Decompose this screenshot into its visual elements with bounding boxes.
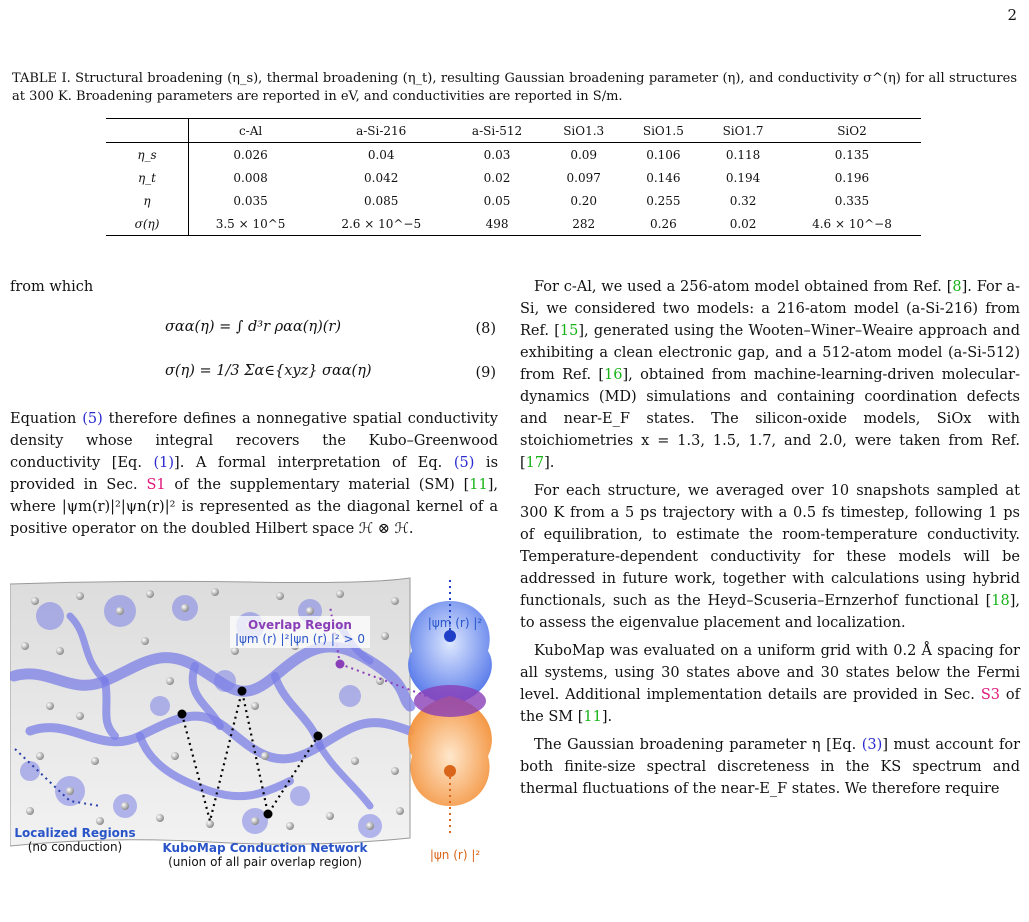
column-header: c-Al (238, 123, 263, 138)
psi-m-label: |ψm (r) |² (427, 616, 483, 630)
table-cell: 4.6 × 10^−8 (812, 216, 892, 231)
equation-8 (10, 308, 498, 352)
row-header: η_t (106, 166, 189, 189)
table-cell: 0.26 (650, 216, 677, 231)
paragraph-snapshots: For each structure, we averaged over 10 snapshots sampled at 300 K from a 5 ps trajectory with a 0.5 fs timestep, following 1 ps of equilibration, to estimate the room-temperature conductivity. Temperature-dependent conductivity for these models will be addressed in future work, together with calculations using hybrid functionals, such as the Heyd–Scuseria–Ernzerhof functional [18], to assess the eigenvalue placement and localization. (520, 483, 1020, 631)
citation-11[interactable]: 11 (469, 477, 488, 493)
eq-link-3[interactable]: (3) (861, 737, 883, 753)
overlap-region-label: Overlap Region |ψm (r) |²|ψn (r) |² > 0 (230, 616, 370, 648)
table-row (106, 189, 921, 212)
table-row (106, 212, 921, 236)
page-number: 2 (1007, 6, 1017, 24)
table-cell: 0.135 (834, 147, 870, 162)
citation-16[interactable]: 16 (604, 367, 623, 383)
table-cell: 282 (572, 216, 596, 231)
localized-regions-label: Localized Regions (no conduction) (14, 826, 136, 854)
table-header-row (106, 119, 921, 143)
table-cell: 0.05 (483, 193, 511, 208)
equation-8-number: (8) (475, 321, 496, 337)
table-cell: 0.042 (364, 170, 399, 185)
row-header: η (106, 189, 189, 212)
right-column (520, 276, 1020, 800)
table-cell: 0.255 (646, 193, 681, 208)
table-cell: 0.118 (725, 147, 761, 162)
table-cell: 0.106 (646, 147, 681, 162)
caption-text: Structural broadening (η_s), thermal broadening (η_t), resulting Gaussian broadening parameter (η), and conductivity σ^(η) for all structures at 300 K. Broadening parameters are reported in eV, and conductivities are reported in S/m. (12, 71, 1017, 104)
network-label: KuboMap Conduction Network (union of all pair overlap region) (162, 841, 368, 869)
table-cell: 2.6 × 10^−5 (341, 216, 422, 231)
table-cell: 0.146 (646, 170, 681, 185)
table-cell: 0.335 (834, 193, 870, 208)
psi-n-label: |ψn (r) |² (429, 848, 481, 862)
caption-label: TABLE I. (12, 71, 71, 86)
table-cell: 0.008 (233, 170, 268, 185)
table-cell: 0.194 (725, 170, 761, 185)
table-cell: 498 (485, 216, 509, 231)
paragraph-models: For c-Al, we used a 256-atom model obtained from Ref. [8]. For a-Si, we considered two models: a 216-atom model (a-Si-216) from Ref. [15], generated using the Wooten–Winer–Weaire approach and exhibiting a clean electronic gap, and a 512-atom model (a-Si-512) from Ref. [16], obtained from machine-learning-driven molecular-dynamics (MD) simulations and containing coordination defects and near-E_F states. The silicon-oxide models, SiOx with stoichiometries x = 1.3, 1.5, 1.7, and 2.0, were taken from Ref. [17]. (520, 279, 1020, 471)
table-cell: 0.32 (729, 193, 757, 208)
equation-9-number: (9) (475, 365, 496, 381)
supp-link-s3[interactable]: S3 (980, 687, 1000, 703)
citation-18[interactable]: 18 (991, 593, 1010, 609)
table-cell: 0.02 (483, 170, 511, 185)
eq-link-5b[interactable]: (5) (453, 455, 475, 471)
table-cell: 0.085 (364, 193, 399, 208)
table-caption (12, 70, 1017, 106)
kubomap-figure (10, 556, 498, 869)
column-header: SiO2 (837, 123, 867, 138)
row-header: σ(η) (106, 212, 189, 236)
column-header: SiO1.7 (722, 123, 764, 138)
from-which-text: from which (10, 279, 94, 295)
table-cell: 0.097 (566, 170, 601, 185)
figure-graphic (10, 556, 498, 866)
supp-link-s1[interactable]: S1 (146, 477, 166, 493)
table-cell: 0.02 (729, 216, 757, 231)
left-column (10, 276, 498, 540)
table-row (106, 143, 921, 167)
citation-8[interactable]: 8 (952, 279, 962, 295)
column-header: a-Si-216 (356, 123, 407, 138)
paragraph-equation5: Equation (5) therefore defines a nonnegative spatial conductivity density whose integral recovers the Kubo–Greenwood conductivity [Eq. (1)]. A formal interpretation of Eq. (5) is provided in Sec. S1 of the supplementary material (SM) [11], where |ψm(r)|²|ψn(r)|² is represented as the diagonal kernel of a positive operator on the doubled Hilbert space ℋ ⊗ ℋ. (10, 411, 499, 537)
eq-link-5[interactable]: (5) (82, 411, 103, 427)
table-cell: 0.04 (367, 147, 395, 162)
table-cell: 3.5 × 10^5 (215, 216, 286, 231)
table-row (106, 166, 921, 189)
column-header: a-Si-512 (471, 123, 523, 138)
column-header: SiO1.5 (642, 123, 684, 138)
table-cell: 0.196 (834, 170, 870, 185)
table-cell: 0.09 (570, 147, 598, 162)
row-header: η_s (106, 143, 189, 167)
equation-9 (10, 352, 498, 408)
table-cell: 0.026 (233, 147, 268, 162)
structures-table (106, 118, 921, 236)
paragraph-grid: KuboMap was evaluated on a uniform grid with 0.2 Å spacing for all systems, using 30 states above and 30 states below the Fermi level. Additional implementation details are provided in Sec. S3 of the SM [11]. (520, 643, 1020, 725)
table-cell: 0.20 (570, 193, 598, 208)
eq-link-1[interactable]: (1) (153, 455, 175, 471)
equation-8-body: σαα(η) = ∫ d³r ραα(η)(r) (165, 319, 342, 335)
orbital-overlap (414, 685, 486, 717)
column-header: SiO1.3 (563, 123, 605, 138)
table-cell: 0.035 (233, 193, 268, 208)
table-cell: 0.03 (483, 147, 511, 162)
paragraph-broadening: The Gaussian broadening parameter η [Eq. (3)] must account for both finite-size spectral discreteness in the KS spectrum and thermal fluctuations of the near-E_F states. We therefore require (520, 737, 1020, 797)
citation-17[interactable]: 17 (525, 455, 545, 471)
citation-15[interactable]: 15 (559, 323, 579, 339)
equation-9-body: σ(η) = 1/3 Σα∈{xyz} σαα(η) (165, 363, 372, 379)
citation-11b[interactable]: 11 (583, 709, 602, 725)
table-corner (106, 119, 189, 143)
